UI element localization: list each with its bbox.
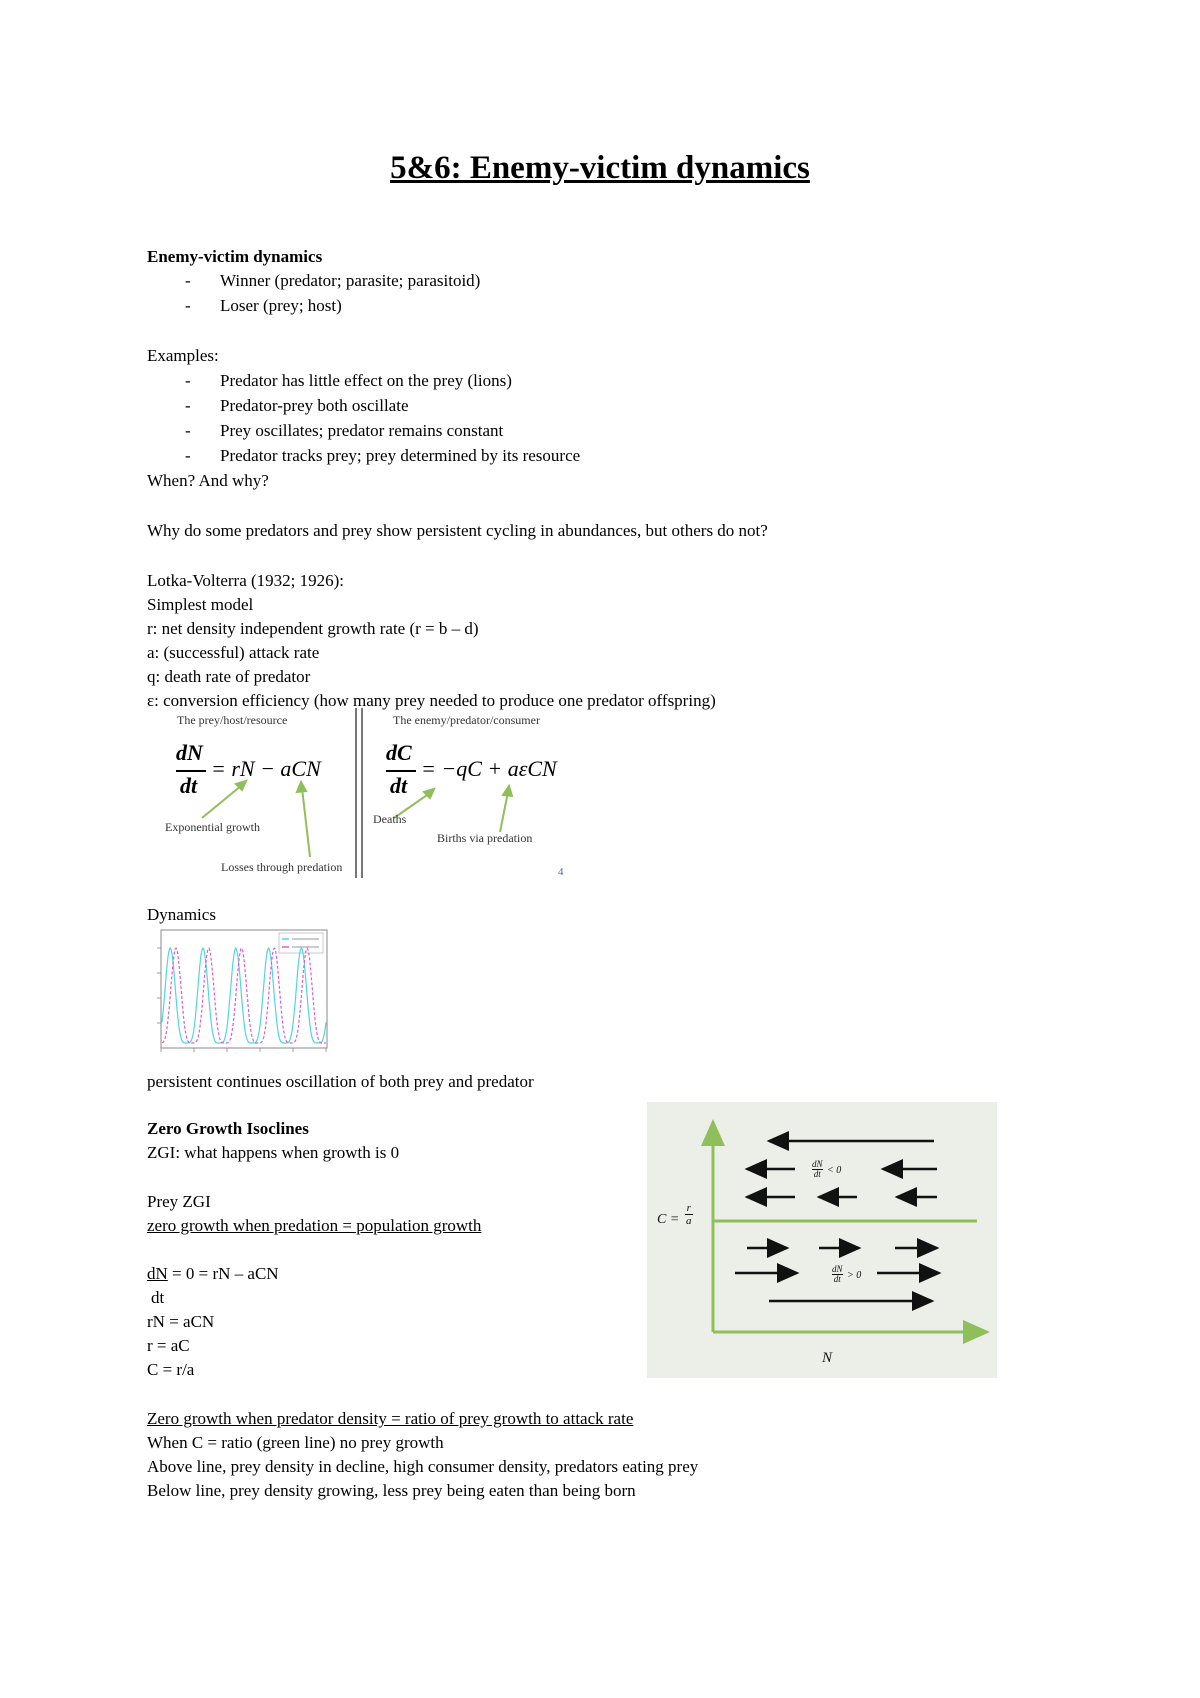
zgi-conclusion: Zero growth when predator density = ratio of prey growth to attack rate [147,1409,634,1428]
predator-eq-numerator: dC [386,740,412,765]
label-num: dN [832,1264,843,1274]
zgi-equation-1-denominator: dt [151,1288,165,1307]
zgi-line: When C = ratio (green line) no prey growth [147,1433,444,1452]
zgi-equation-2: rN = aCN [147,1312,215,1331]
examples-after: When? And why? [147,471,269,490]
label-births-predation: Births via predation [437,831,533,845]
prey-eq-numerator: dN [176,740,203,765]
question-text: Why do some predators and prey show persistent cycling in abundances, but others do not? [147,521,768,540]
ratio-num: r [686,1202,691,1214]
section-heading-enemy-victim: Enemy-victim dynamics [147,247,323,266]
zgi-line: Below line, prey density growing, less prey being eaten than being born [147,1481,636,1500]
zgi-equation-1 [147,1262,279,1286]
dash-bullet: - [185,371,191,390]
lotka-line: a: (successful) attack rate [147,643,320,662]
isocline-diagram [647,1102,997,1378]
zgi-definition: ZGI: what happens when growth is 0 [147,1143,400,1162]
dash-bullet: - [185,421,191,440]
prey-zgi-heading: Prey ZGI [147,1192,211,1211]
dynamics-chart [147,928,330,1060]
label-exponential-growth: Exponential growth [165,820,260,834]
arrow-head [297,782,306,792]
arrow-head [503,786,512,796]
list-item: Predator tracks prey; prey determined by its resource [220,446,581,465]
list-item: Loser (prey; host) [220,296,342,315]
label-den: dt [813,1169,821,1179]
dash-bullet: - [185,271,191,290]
prey-zgi-subheading: zero growth when predation = population growth [147,1216,482,1235]
lotka-line: r: net density independent growth rate (r = b – d) [147,619,479,638]
zgi-equation-3: r = aC [147,1336,190,1355]
list-item: Winner (predator; parasite; parasitoid) [220,271,481,290]
prey-caption: The prey/host/resource [177,713,288,727]
dynamics-heading: Dynamics [147,905,216,924]
lower-region-relation: > 0 [847,1270,862,1281]
slide-page-number: 4 [558,866,564,878]
list-item: Prey oscillates; predator remains constant [220,421,504,440]
arrow-exponential [202,785,242,818]
label-losses-predation: Losses through predation [221,860,343,874]
eq-dn: dN [147,1264,168,1283]
label-deaths: Deaths [373,812,407,826]
upper-region-label [812,1160,823,1179]
dash-bullet: - [185,296,191,315]
lotka-line: q: death rate of predator [147,667,311,686]
label-den: dt [833,1274,841,1284]
isocline-y-label: C = [657,1212,680,1227]
predator-caption: The enemy/predator/consumer [393,713,540,727]
lotka-line: Lotka-Volterra (1932; 1926): [147,571,345,590]
examples-heading: Examples: [147,346,219,365]
list-item: Predator-prey both oscillate [220,396,409,415]
ratio-den: a [686,1215,692,1227]
zgi-heading: Zero Growth Isoclines [147,1119,309,1138]
isocline-x-label: N [822,1350,833,1366]
equation-arrows [150,700,570,880]
list-item: Predator has little effect on the prey (lions) [220,371,512,390]
predator-eq-rhs: = −qC + aεCN [421,756,557,781]
predator-eq-denominator: dt [390,773,408,798]
prey-eq-denominator: dt [180,773,198,798]
zgi-line: Above line, prey density in decline, high consumer density, predators eating prey [147,1457,699,1476]
arrow-births [500,792,508,832]
lower-region-label [832,1265,843,1284]
label-num: dN [812,1159,823,1169]
arrow-losses [302,788,310,857]
upper-region-relation: < 0 [827,1165,842,1176]
zgi-equation-4: C = r/a [147,1360,195,1379]
isocline-ratio [685,1202,693,1227]
page-title: 5&6: Enemy-victim dynamics [390,150,810,186]
dynamics-caption: persistent continues oscillation of both prey and predator [147,1072,534,1091]
prey-eq-rhs: = rN − aCN [211,756,321,781]
dash-bullet: - [185,446,191,465]
lotka-line: Simplest model [147,595,254,614]
dash-bullet: - [185,396,191,415]
lotka-line: ε: conversion efficiency (how many prey needed to produce one predator offspring) [147,691,716,710]
isocline-figure [647,1102,997,1378]
eq-rest: = 0 = rN – aCN [167,1264,279,1283]
